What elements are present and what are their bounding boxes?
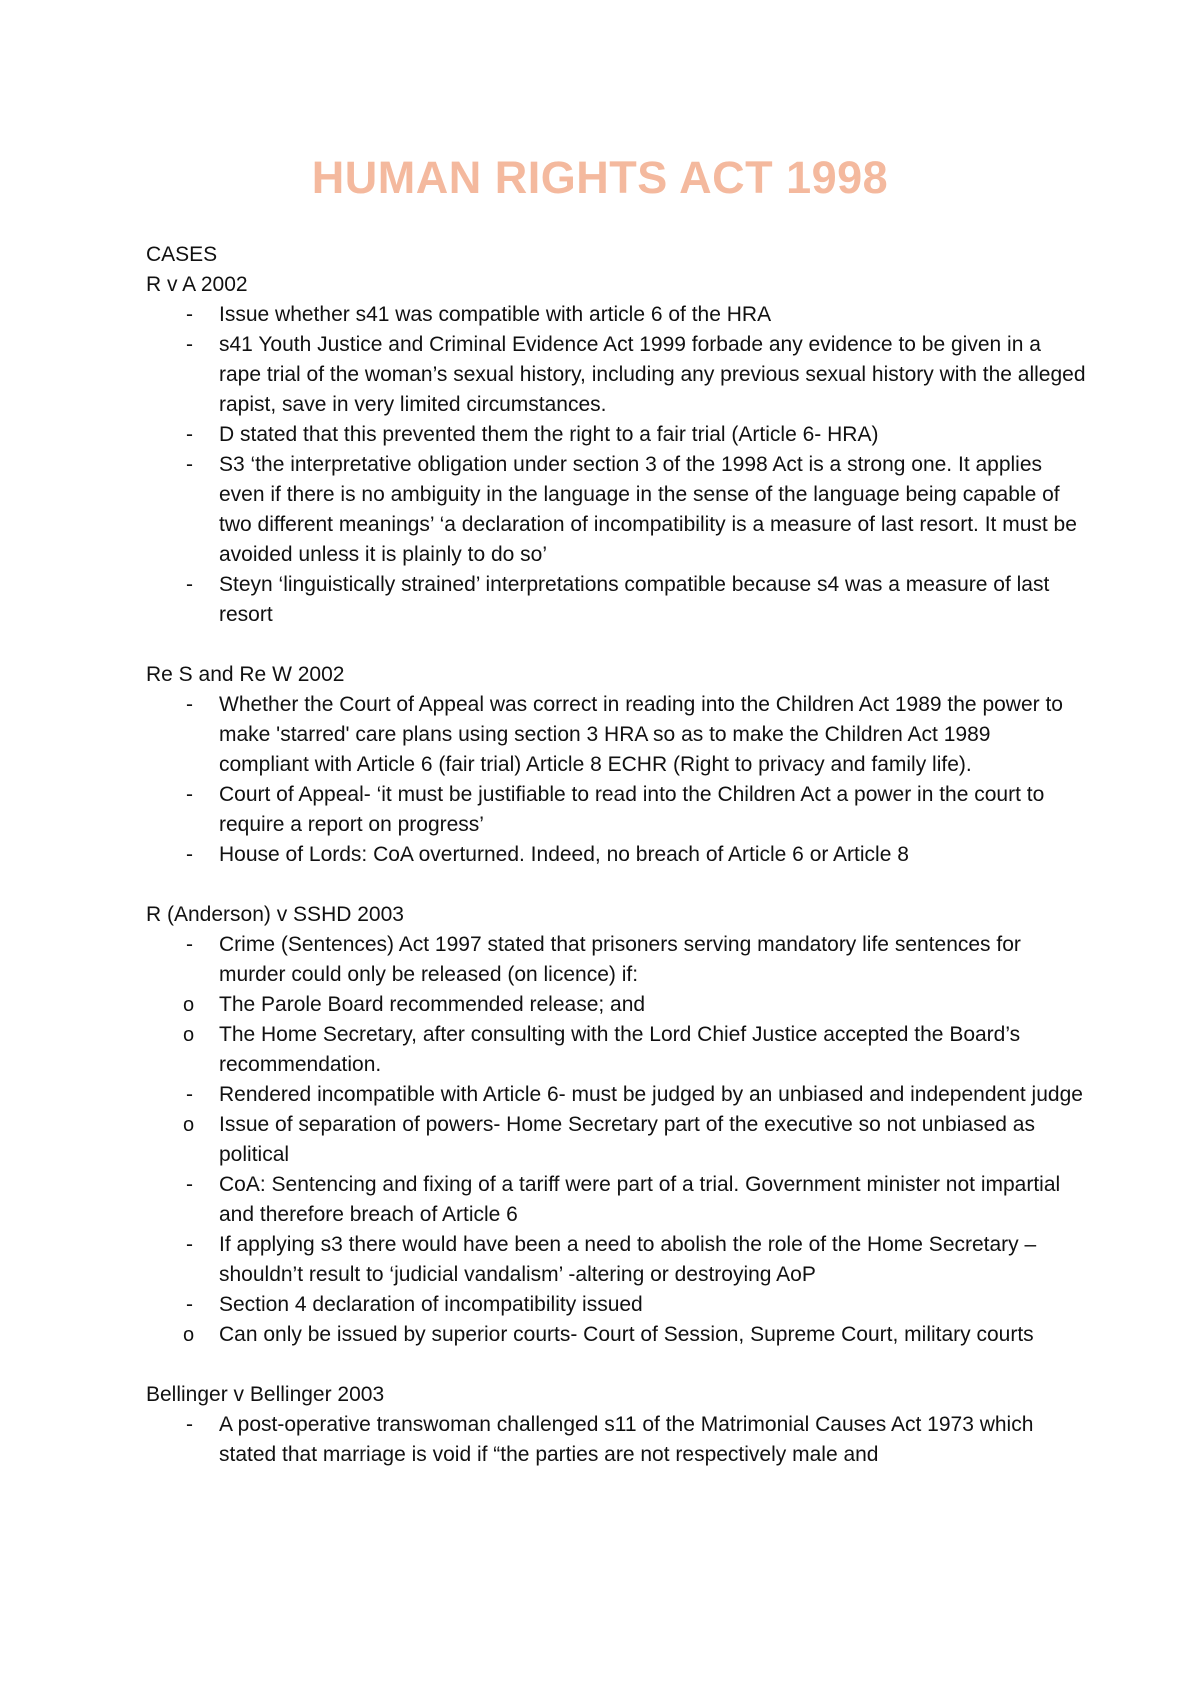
case-point: - A post-operative transwoman challenged s11 of the Matrimonial Causes Act 1973 which stated that marriage is void if “the parties are not respectively male and <box>146 1410 1086 1470</box>
case-points <box>146 1080 1086 1110</box>
case-point: - Rendered incompatible with Article 6- must be judged by an unbiased and independent judge <box>146 1080 1086 1110</box>
case-anderson <box>146 900 1086 1350</box>
case-subpoints <box>146 990 1086 1080</box>
case-bellinger <box>146 1380 1086 1470</box>
case-point: - S3 ‘the interpretative obligation under section 3 of the 1998 Act is a strong one. It applies even if there is no ambiguity in the language in the sense of the language being capable of two different meanings’ ‘a declaration of incompatibility is a measure of last resort. It must be avoided unless it is plainly to do so’ <box>146 450 1086 570</box>
case-title: R v A 2002 <box>146 273 248 296</box>
case-points <box>146 300 1086 630</box>
document-title: HUMAN RIGHTS ACT 1998 <box>311 152 889 203</box>
case-subpoints <box>146 1320 1086 1350</box>
case-point: - Steyn ‘linguistically strained’ interpretations compatible because s4 was a measure of last resort <box>146 570 1086 630</box>
case-points <box>146 690 1086 870</box>
case-point: - CoA: Sentencing and fixing of a tariff were part of a trial. Government minister not impartial and therefore breach of Article 6 <box>146 1170 1086 1230</box>
case-point: - If applying s3 there would have been a need to abolish the role of the Home Secretary – shouldn’t result to ‘judicial vandalism’ -altering or destroying AoP <box>146 1230 1086 1290</box>
case-points <box>146 930 1086 990</box>
case-subpoint: o Can only be issued by superior courts- Court of Session, Supreme Court, military courts <box>146 1320 1086 1350</box>
case-point: - House of Lords: CoA overturned. Indeed, no breach of Article 6 or Article 8 <box>146 840 1086 870</box>
case-point: - Whether the Court of Appeal was correct in reading into the Children Act 1989 the power to make 'starred' care plans using section 3 HRA so as to make the Children Act 1989 compliant with Article 6 (fair trial) Article 8 ECHR (Right to privacy and family life). <box>146 690 1086 780</box>
case-title: R (Anderson) v SSHD 2003 <box>146 903 404 926</box>
case-point: - D stated that this prevented them the right to a fair trial (Article 6- HRA) <box>146 420 1086 450</box>
case-re-s-re-w <box>146 660 1086 870</box>
document-body <box>146 240 1086 1470</box>
case-title: Bellinger v Bellinger 2003 <box>146 1383 385 1406</box>
case-point: - Court of Appeal- ‘it must be justifiable to read into the Children Act a power in the court to require a report on progress’ <box>146 780 1086 840</box>
case-title: Re S and Re W 2002 <box>146 663 345 686</box>
case-subpoint: o The Parole Board recommended release; and <box>146 990 1086 1020</box>
case-point: - Section 4 declaration of incompatibility issued <box>146 1290 1086 1320</box>
case-subpoints <box>146 1110 1086 1170</box>
case-point <box>146 930 1086 990</box>
case-r-v-a <box>146 270 1086 630</box>
case-points <box>146 1410 1086 1470</box>
case-points <box>146 1170 1086 1320</box>
case-point-text: Crime (Sentences) Act 1997 stated that prisoners serving mandatory life sentences for murder could only be released (on licence) if: <box>219 933 1021 986</box>
section-heading: CASES <box>146 243 218 266</box>
case-subpoint: o Issue of separation of powers- Home Secretary part of the executive so not unbiased as political <box>146 1110 1086 1170</box>
case-point: - s41 Youth Justice and Criminal Evidence Act 1999 forbade any evidence to be given in a rape trial of the woman’s sexual history, including any previous sexual history with the alleged rapist, save in very limited circumstances. <box>146 330 1086 420</box>
case-point: - Issue whether s41 was compatible with article 6 of the HRA <box>146 300 1086 330</box>
case-subpoint: o The Home Secretary, after consulting with the Lord Chief Justice accepted the Board’s recommendation. <box>146 1020 1086 1080</box>
